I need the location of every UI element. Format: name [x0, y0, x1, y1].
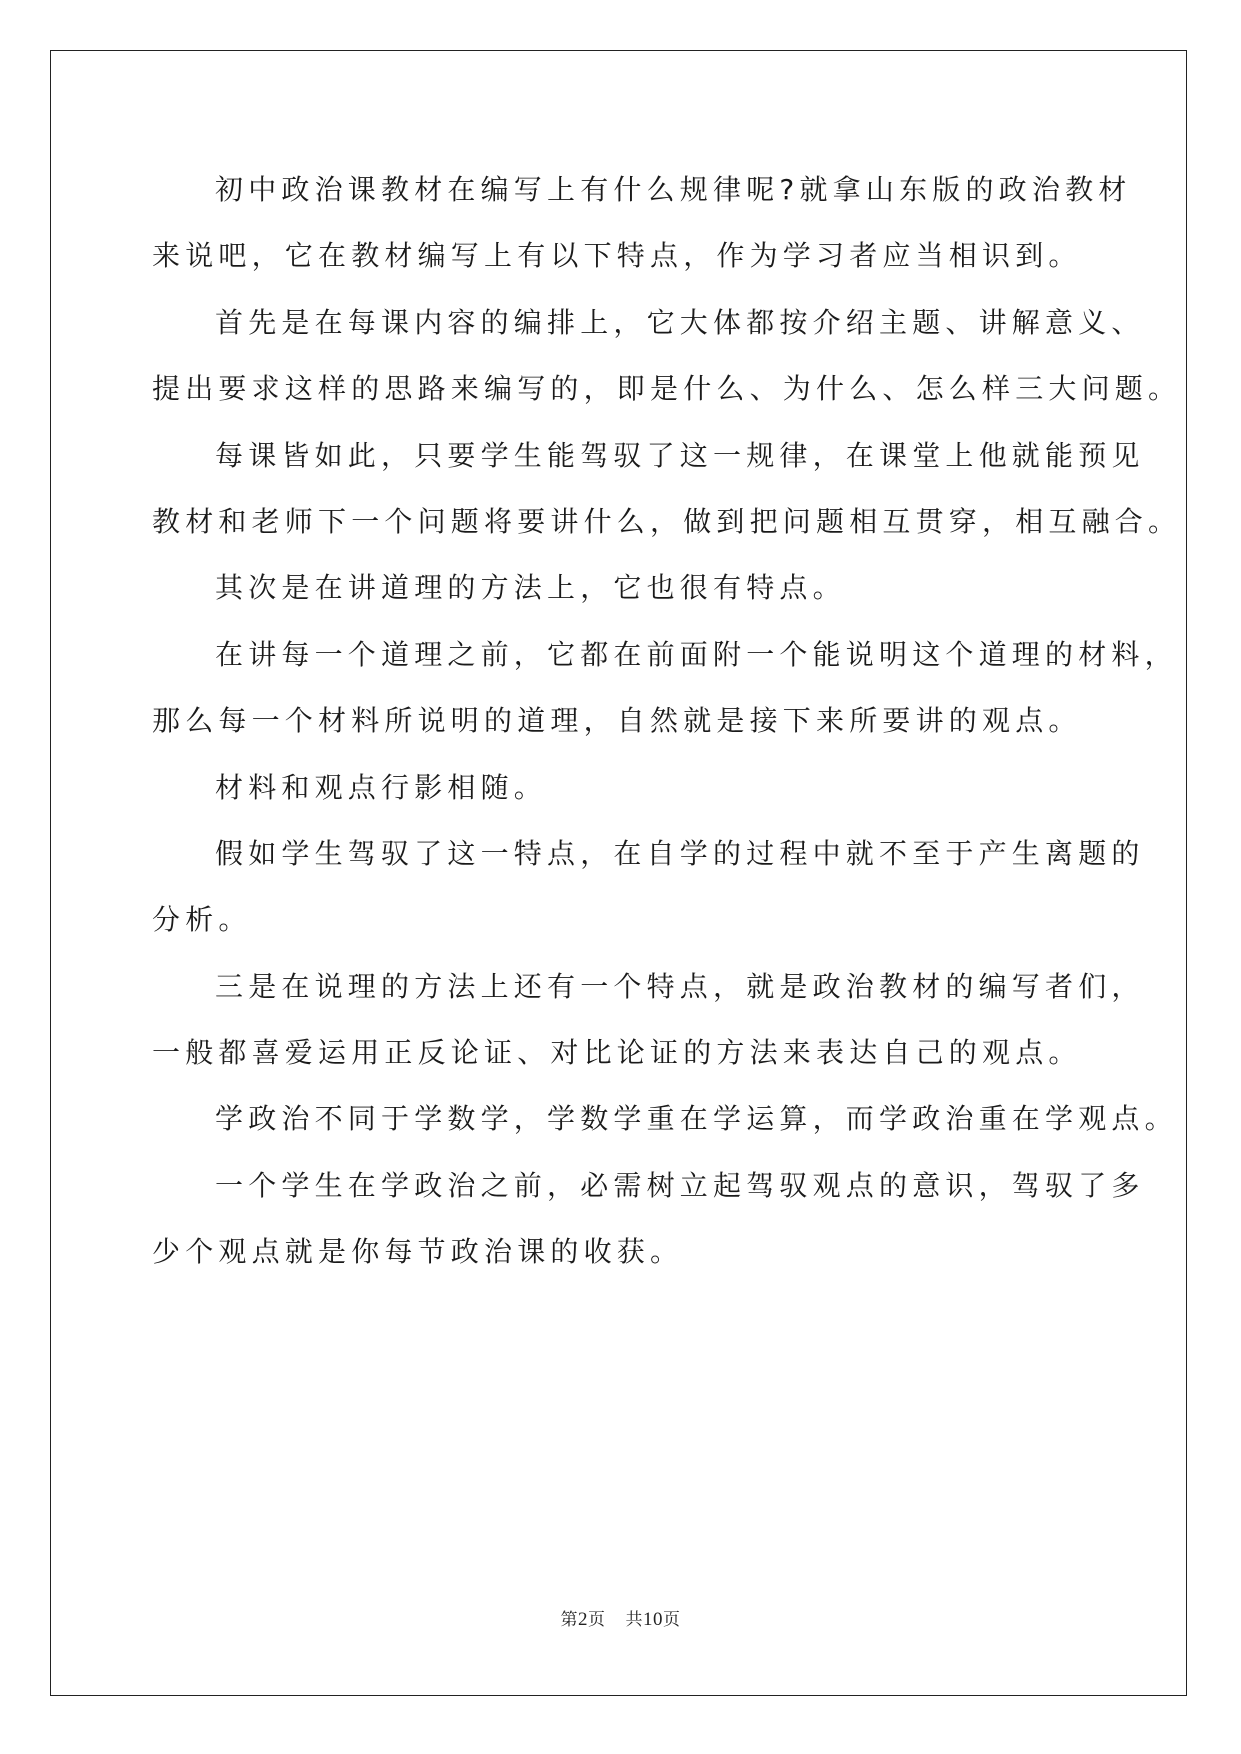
text-line: 分析。: [152, 903, 252, 937]
text-line: 教材和老师下一个问题将要讲什么，做到把问题相互贯穿，相互融合。: [152, 504, 1182, 538]
text-line: 三是在说理的方法上还有一个特点，就是政治教材的编写者们，: [215, 969, 1145, 1003]
total-suffix: 页: [663, 1610, 681, 1630]
total-prefix: 共: [625, 1610, 643, 1630]
text-line: 材料和观点行影相随。: [215, 770, 548, 804]
text-line: 少个观点就是你每节政治课的收获。: [152, 1235, 684, 1269]
text-line: 在讲每一个道理之前，它都在前面附一个能说明这个道理的材料，: [215, 637, 1178, 671]
text-line: 首先是在每课内容的编排上，它大体都按介绍主题、讲解意义、: [215, 305, 1145, 339]
text-line: 来说吧，它在教材编写上有以下特点，作为学习者应当相识到。: [152, 239, 1082, 273]
document-body: [152, 164, 1182, 1293]
text-line: 提出要求这样的思路来编写的，即是什么、为什么、怎么样三大问题。: [152, 372, 1182, 406]
page-number: 2: [578, 1609, 588, 1630]
text-line: 一般都喜爱运用正反论证、对比论证的方法来表达自己的观点。: [152, 1036, 1082, 1070]
page-footer: [0, 1605, 1241, 1631]
text-line: 初中政治课教材在编写上有什么规律呢?就拿山东版的政治教材: [215, 173, 1132, 206]
page-indicator: [561, 1610, 606, 1630]
text-line: 假如学生驾驭了这一特点，在自学的过程中就不至于产生离题的: [215, 836, 1145, 870]
total-pages: 10: [643, 1609, 663, 1630]
page-prefix: 第: [560, 1610, 578, 1630]
text-line: 每课皆如此，只要学生能驾驭了这一规律，在课堂上他就能预见: [215, 438, 1145, 472]
text-line: 一个学生在学政治之前，必需树立起驾驭观点的意识，驾驭了多: [215, 1168, 1145, 1202]
page-suffix: 页: [588, 1610, 606, 1630]
total-pages-indicator: [626, 1610, 681, 1630]
text-line: 那么每一个材料所说明的道理，自然就是接下来所要讲的观点。: [152, 704, 1082, 738]
text-line: 学政治不同于学数学，学数学重在学运算，而学政治重在学观点。: [215, 1102, 1178, 1136]
text-line: 其次是在讲道理的方法上，它也很有特点。: [215, 571, 846, 605]
